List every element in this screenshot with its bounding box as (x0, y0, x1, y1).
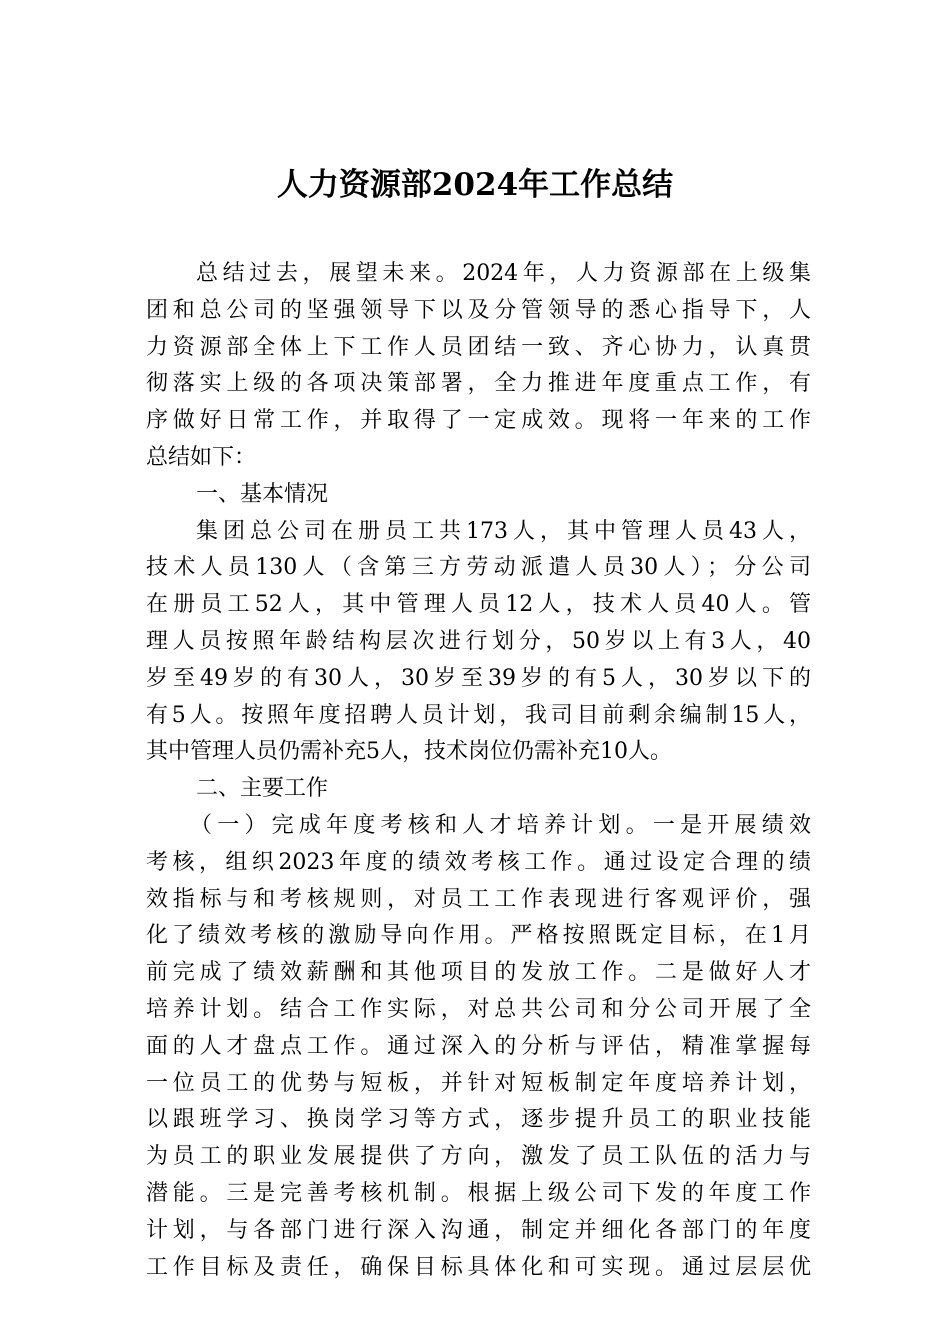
paragraph-line: 总结过去，展望未来。2024年，人力资源部在上级集 (196, 261, 811, 286)
paragraph-line: 计划，与各部门进行深入沟通，制定并细化各部门的年度 (146, 1217, 811, 1243)
paragraph-line: 考核，组织2023年度的绩效考核工作。通过设定合理的绩 (146, 849, 811, 875)
paragraph-line: 集团总公司在册员工共173人，其中管理人员43人， (196, 518, 811, 544)
paragraph-line: 一位员工的优势与短板，并针对短板制定年度培养计划， (146, 1070, 811, 1096)
paragraph-line: （一）完成年度考核和人才培养计划。一是开展绩效 (190, 812, 811, 838)
paragraph-line: 团和总公司的坚强领导下以及分管领导的悉心指导下，人 (146, 297, 811, 323)
paragraph-line: 序做好日常工作，并取得了一定成效。现将一年来的工作 (146, 408, 811, 434)
paragraph-line: 前完成了绩效薪酬和其他项目的发放工作。二是做好人才 (146, 960, 811, 986)
paragraph-line: 有5人。按照年度招聘人员计划，我司目前剩余编制15人， (146, 702, 811, 728)
paragraph-line: 潜能。三是完善考核机制。根据上级公司下发的年度工作 (146, 1180, 811, 1206)
paragraph-line: 理人员按照年龄结构层次进行划分，50岁以上有3人，40 (146, 628, 811, 654)
paragraph-line: 以跟班学习、换岗学习等方式，逐步提升员工的职业技能 (146, 1107, 811, 1133)
paragraph-line: 其中管理人员仍需补充5人，技术岗位仍需补充10人。 (146, 739, 672, 765)
paragraph-line: 岁至49岁的有30人，30岁至39岁的有5人，30岁以下的 (146, 665, 811, 691)
paragraph-line: 培养计划。结合工作实际，对总共公司和分公司开展了全 (146, 996, 811, 1022)
paragraph-line: 化了绩效考核的激励导向作用。严格按照既定目标，在1月 (146, 923, 811, 949)
paragraph-line: 总结如下： (146, 444, 257, 470)
document-body (146, 256, 811, 1286)
paragraph-line: 彻落实上级的各项决策部署，全力推进年度重点工作，有 (146, 371, 811, 397)
paragraph-line: 技术人员130人（含第三方劳动派遣人员30人）；分公司 (146, 555, 811, 581)
document-title: 人力资源部2024年工作总结 (276, 167, 674, 203)
paragraph-line: 力资源部全体上下工作人员团结一致、齐心协力，认真贯 (146, 334, 811, 360)
paragraph-line: 效指标与和考核规则，对员工工作表现进行客观评价，强 (146, 886, 811, 912)
section-heading: 一、基本情况 (196, 481, 329, 507)
section-heading: 二、主要工作 (196, 776, 329, 802)
paragraph-line: 在册员工52人，其中管理人员12人，技术人员40人。管 (146, 592, 811, 618)
paragraph-line: 为员工的职业发展提供了方向，激发了员工队伍的活力与 (146, 1144, 811, 1170)
paragraph-line: 工作目标及责任，确保目标具体化和可实现。通过层层优 (146, 1254, 811, 1280)
paragraph-line: 面的人才盘点工作。通过深入的分析与评估，精准掌握每 (146, 1033, 811, 1059)
